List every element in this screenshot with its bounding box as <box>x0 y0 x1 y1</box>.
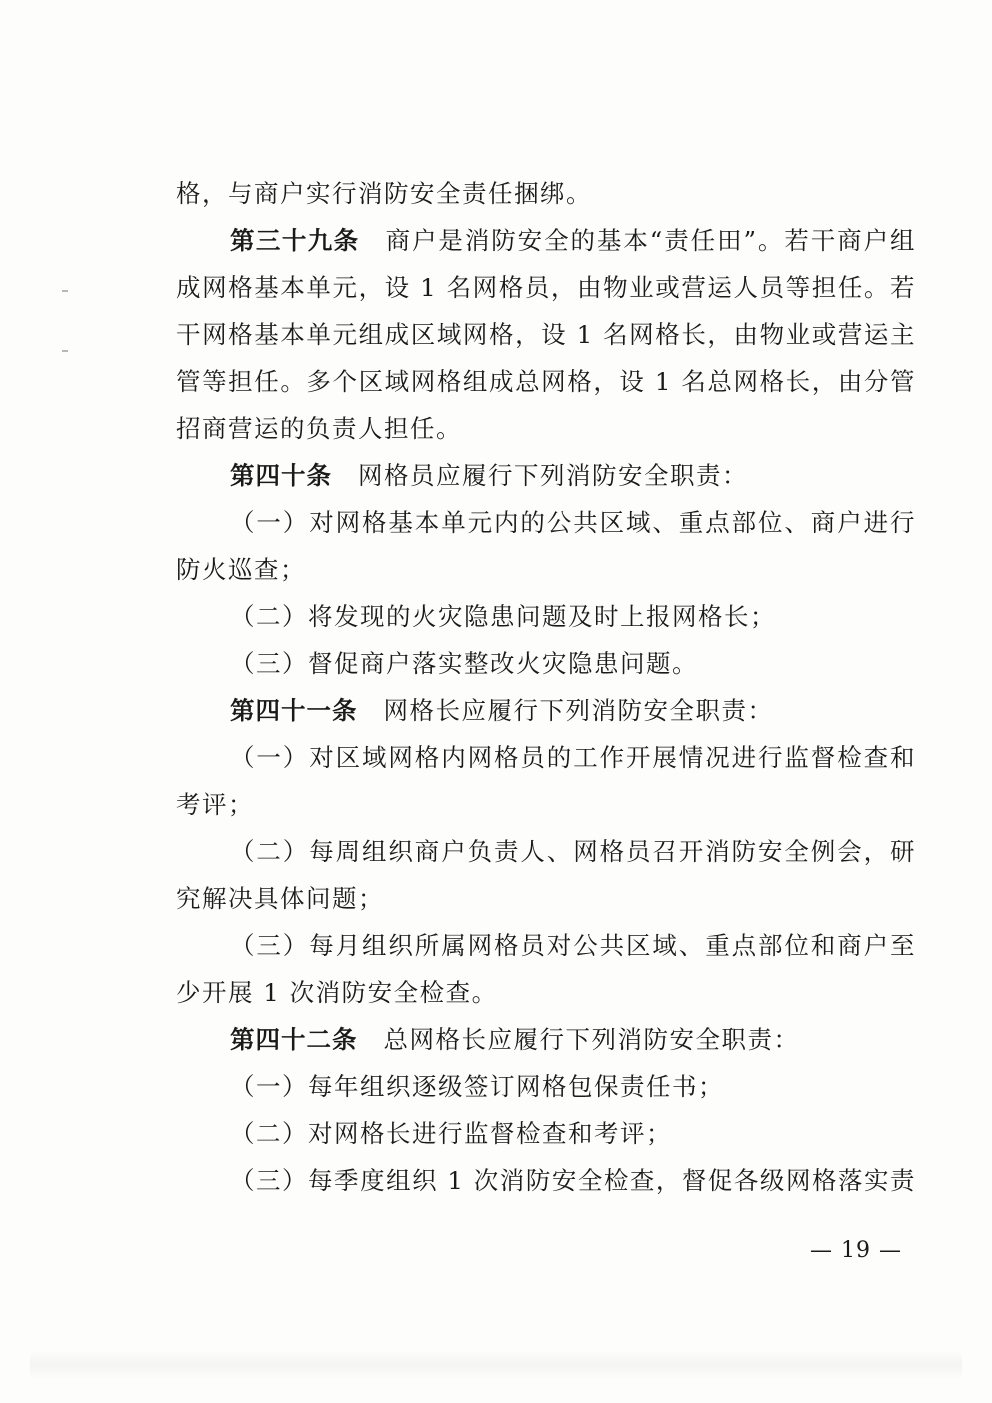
article-40-line: 第四十条 网格员应履行下列消防安全职责： <box>230 461 748 490</box>
list-item-line: （三）督促商户落实整改火灾隐患问题。 <box>230 649 698 678</box>
list-item-line: （一）对网格基本单元内的公共区域、重点部位、商户进行 <box>230 508 916 537</box>
article-39-line: 第三十九条 商户是消防安全的基本“责任田”。若干商户组 <box>230 226 916 255</box>
list-item-line: （一）对区域网格内网格员的工作开展情况进行监督检查和 <box>230 743 916 772</box>
list-item-line: （二）每周组织商户负责人、网格员召开消防安全例会，研 <box>230 837 916 866</box>
body-text <box>176 170 916 1204</box>
page-number: — 19 — <box>810 1238 902 1263</box>
article-title: 第四十条 <box>230 461 332 490</box>
scan-speck <box>62 350 68 352</box>
text-line: 成网格基本单元，设 1 名网格员，由物业或营运人员等担任。若 <box>176 273 916 302</box>
scan-speck <box>62 290 68 292</box>
scan-shadow <box>30 1350 962 1380</box>
list-item-line: （二）将发现的火灾隐患问题及时上报网格长； <box>230 602 776 631</box>
text-line: 究解决具体问题； <box>176 884 384 913</box>
article-42-line: 第四十二条 总网格长应履行下列消防安全职责： <box>230 1025 800 1054</box>
article-title: 第四十二条 <box>230 1025 358 1054</box>
list-item-line: （二）对网格长进行监督检查和考评； <box>230 1119 672 1148</box>
list-item-line: （三）每月组织所属网格员对公共区域、重点部位和商户至 <box>230 931 916 960</box>
text-line: 少开展 1 次消防安全检查。 <box>176 978 498 1007</box>
article-title: 第四十一条 <box>230 696 358 725</box>
text-line: 防火巡查； <box>176 555 306 584</box>
text-line: 干网格基本单元组成区域网格，设 1 名网格长，由物业或营运主 <box>176 320 916 349</box>
list-item-line: （一）每年组织逐级签订网格包保责任书； <box>230 1072 724 1101</box>
text-line: 招商营运的负责人担任。 <box>176 414 462 443</box>
text-line: 格，与商户实行消防安全责任捆绑。 <box>176 179 592 208</box>
text-line: 管等担任。多个区域网格组成总网格，设 1 名总网格长，由分管 <box>176 367 916 396</box>
article-41-line: 第四十一条 网格长应履行下列消防安全职责： <box>230 696 774 725</box>
list-item-line: （三）每季度组织 1 次消防安全检查，督促各级网格落实责 <box>230 1166 916 1195</box>
article-title: 第三十九条 <box>230 226 360 255</box>
text-line: 考评； <box>176 790 254 819</box>
